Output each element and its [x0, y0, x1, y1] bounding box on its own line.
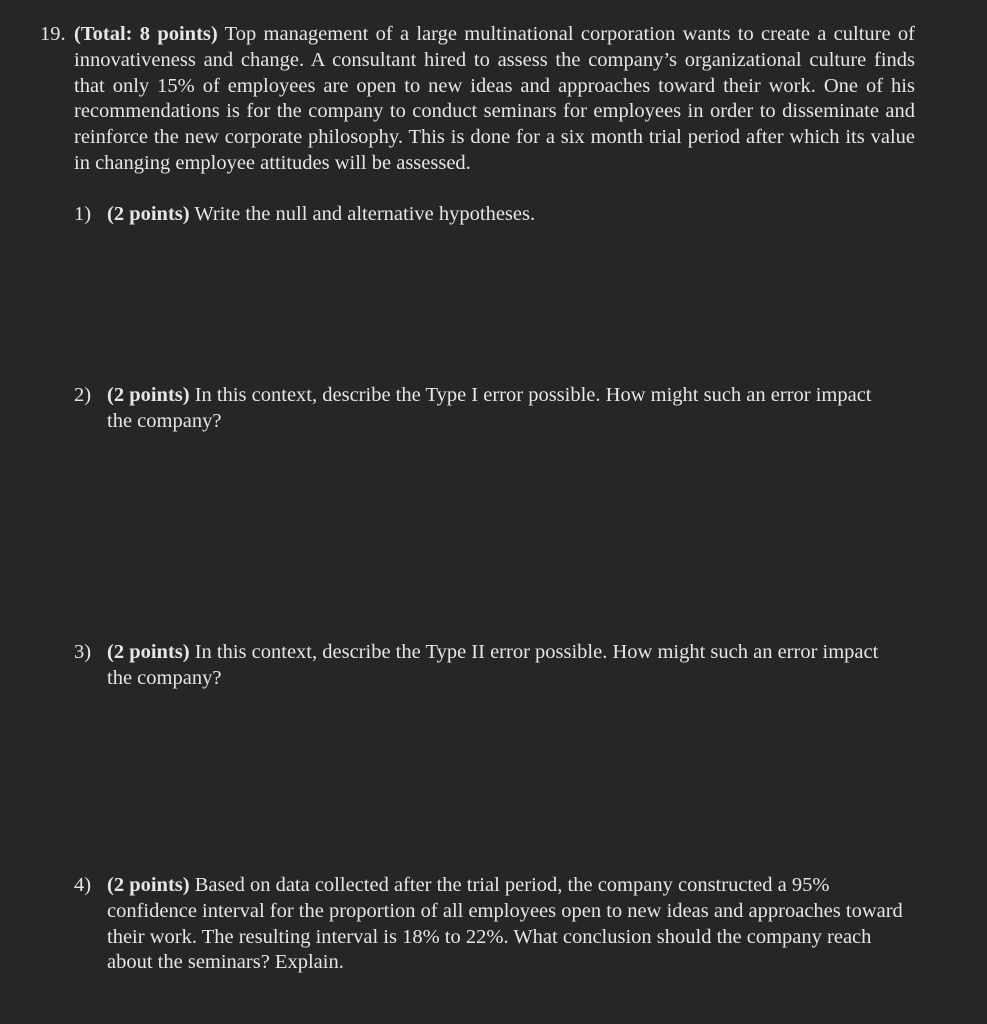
question-number: 3): [74, 641, 92, 663]
question-text-block: [107, 873, 912, 976]
question-points: (2 points): [107, 641, 190, 663]
question-1: [74, 202, 914, 228]
question-text: In this context, describe the Type II error possible. How might such an error impact the company?: [107, 641, 879, 689]
question-text-block: [107, 383, 892, 435]
problem-paragraph: [40, 22, 915, 177]
question-points: (2 points): [107, 203, 190, 225]
problem-total-points: (Total: 8 points): [74, 23, 218, 45]
problem-statement: [40, 22, 915, 177]
question-number: 2): [74, 384, 92, 406]
question-3: [74, 640, 914, 692]
question-text: Write the null and alternative hypotheses.: [194, 203, 536, 225]
question-2: [74, 383, 914, 435]
question-text: In this context, describe the Type I error possible. How might such an error impact the company?: [107, 384, 872, 432]
question-text-block: [107, 202, 914, 228]
question-points: (2 points): [107, 874, 190, 896]
question-text-block: [107, 640, 902, 692]
question-points: (2 points): [107, 384, 190, 406]
question-4: [74, 873, 914, 976]
question-number: 4): [74, 874, 92, 896]
problem-text: Top management of a large multinational corporation wants to create a culture of innovativeness and change. A consultant hired to assess the company’s organizational culture finds that only 15% of employees are open to new ideas and approaches toward their work. One of his recommendations is for the company to conduct seminars for employees in order to disseminate and reinforce the new corporate philosophy. This is done for a six month trial period after which its value in changing employee attitudes will be assessed.: [74, 23, 915, 174]
problem-number: 19.: [40, 23, 66, 45]
question-text: Based on data collected after the trial period, the company constructed a 95% confidence interval for the proportion of all employees open to new ideas and approaches toward their work. The resulting interval is 18% to 22%. What conclusion should the company reach about the seminars? Explain.: [107, 874, 903, 974]
question-number: 1): [74, 203, 92, 225]
